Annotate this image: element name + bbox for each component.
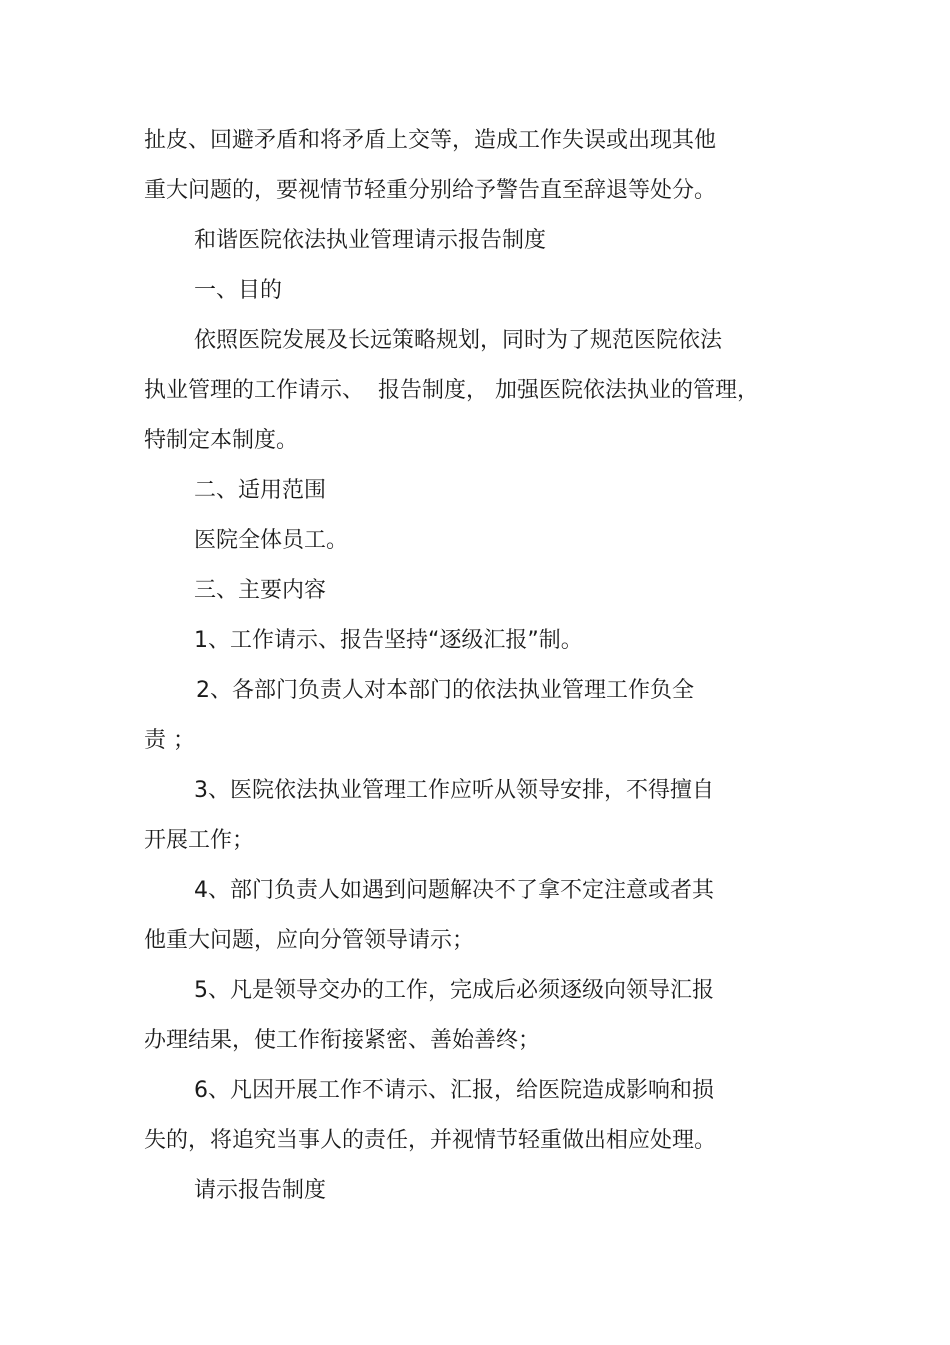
section-title: 和谐医院依法执业管理请示报告制度 (194, 228, 547, 253)
list-item: 6、凡因开展工作不请示、汇报，给医院造成影响和损 (194, 1078, 714, 1103)
list-item-continuation: 他重大问题，应向分管领导请示； (144, 928, 475, 953)
list-item: 4、部门负责人如遇到问题解决不了拿不定注意或者其 (194, 878, 714, 903)
list-item-continuation: 开展工作； (144, 828, 255, 853)
body-text-line: 医院全体员工。 (194, 528, 349, 553)
list-item: 3、医院依法执业管理工作应听从领导安排，不得擅自 (194, 778, 714, 803)
list-item: 2、各部门负责人对本部门的依法执业管理工作负全 (196, 678, 694, 703)
list-item-continuation: 办理结果，使工作衔接紧密、善始善终； (144, 1028, 541, 1053)
list-item: 1、工作请示、报告坚持“逐级汇报”制。 (194, 628, 583, 653)
body-text-line: 依照医院发展及长远策略规划，同时为了规范医院依法 (194, 328, 723, 353)
section-heading: 二、适用范围 (194, 478, 327, 503)
body-text-line: 特制定本制度。 (144, 428, 299, 453)
section-heading: 三、主要内容 (194, 578, 327, 603)
body-text-line: 重大问题的，要视情节轻重分别给予警告直至辞退等处分。 (144, 178, 717, 203)
section-title: 请示报告制度 (194, 1178, 327, 1203)
list-item-continuation: 失的，将追究当事人的责任，并视情节轻重做出相应处理。 (144, 1128, 717, 1153)
list-item-continuation: 责 ； (144, 728, 195, 753)
body-text-line: 扯皮、回避矛盾和将矛盾上交等，造成工作失误或出现其他 (144, 128, 717, 153)
section-heading: 一、目的 (194, 278, 283, 303)
body-text-line: 执业管理的工作请示、 报告制度， 加强医院依法执业的管理， (144, 378, 759, 403)
list-item: 5、凡是领导交办的工作，完成后必须逐级向领导汇报 (194, 978, 714, 1003)
